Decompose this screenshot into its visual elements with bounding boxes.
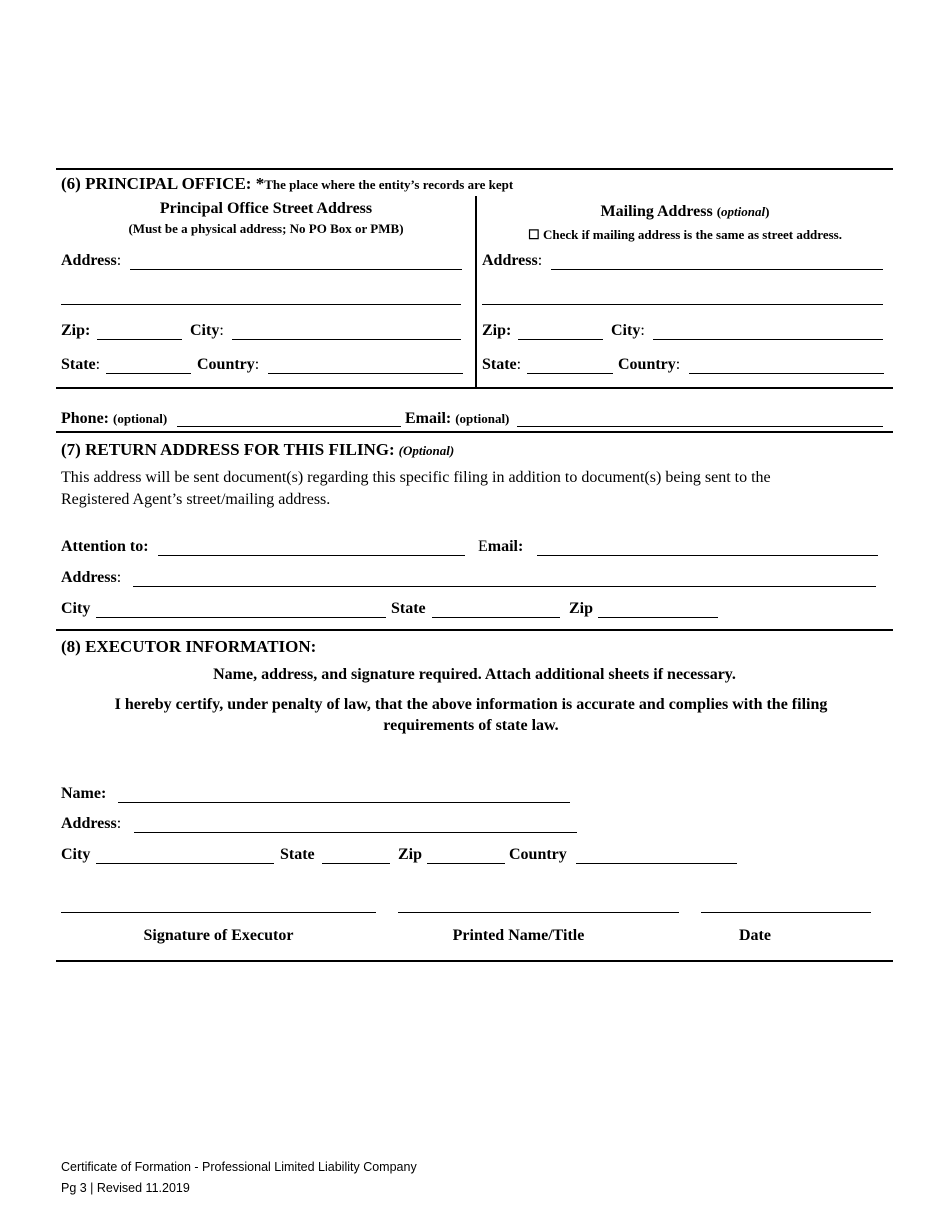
section7-zip-label: Zip xyxy=(569,600,594,617)
executor-name-label: Name: xyxy=(61,785,107,802)
right-country-line[interactable] xyxy=(689,373,884,374)
signature-line[interactable] xyxy=(61,912,376,913)
right-zip-label: Zip: xyxy=(482,322,512,339)
phone-email-bottom-rule xyxy=(56,431,893,433)
left-address-line-1[interactable] xyxy=(130,269,462,270)
right-state-line[interactable] xyxy=(527,373,613,374)
section7-email-label: Email: xyxy=(478,538,524,555)
executor-country-line[interactable] xyxy=(576,863,737,864)
same-address-checkbox[interactable]: ☐ xyxy=(528,227,540,242)
email-line[interactable] xyxy=(517,426,883,427)
section8-bottom-rule xyxy=(56,960,893,962)
executor-name-line[interactable] xyxy=(118,802,570,803)
attention-label: Attention to: xyxy=(61,538,149,555)
executor-state-line[interactable] xyxy=(322,863,390,864)
printed-name-label: Printed Name/Title xyxy=(452,927,585,944)
executor-city-label: City xyxy=(61,846,91,863)
section8-heading: (8) EXECUTOR INFORMATION: xyxy=(61,637,317,656)
right-city-label: City: xyxy=(611,322,645,339)
phone-line[interactable] xyxy=(177,426,401,427)
executor-zip-label: Zip xyxy=(398,846,423,863)
section7-state-label: State xyxy=(391,600,426,617)
right-address-label: Address: xyxy=(482,252,543,269)
same-address-checkbox-label: Check if mailing address is the same as street address. xyxy=(542,227,842,242)
left-address-label: Address: xyxy=(61,252,122,269)
email-label: Email: (optional) xyxy=(405,410,510,427)
executor-state-label: State xyxy=(280,846,315,863)
principal-office-subtitle: (Must be a physical address; No PO Box or PMB) xyxy=(128,221,404,236)
left-country-line[interactable] xyxy=(268,373,463,374)
right-country-label: Country: xyxy=(618,356,681,373)
right-zip-line[interactable] xyxy=(518,339,603,340)
section7-city-label: City xyxy=(61,600,91,617)
principal-office-title: Principal Office Street Address xyxy=(159,200,373,217)
left-city-line[interactable] xyxy=(232,339,461,340)
footer-doc-title: Certificate of Formation - Professional Limited Liability Company xyxy=(61,1160,417,1174)
left-state-label: State: xyxy=(61,356,101,373)
date-line[interactable] xyxy=(701,912,871,913)
section8-instruction: Name, address, and signature required. Attach additional sheets if necessary. xyxy=(213,666,736,683)
left-address-line-2[interactable] xyxy=(61,304,461,305)
section8-certify-1: I hereby certify, under penalty of law, that the above information is accurate and complies with the filing xyxy=(114,696,828,713)
left-zip-label: Zip: xyxy=(61,322,91,339)
section7-address-line[interactable] xyxy=(133,586,876,587)
executor-zip-line[interactable] xyxy=(427,863,505,864)
left-state-line[interactable] xyxy=(106,373,191,374)
section7-email-line[interactable] xyxy=(537,555,878,556)
right-city-line[interactable] xyxy=(653,339,883,340)
section8-certify-2: requirements of state law. xyxy=(383,717,559,734)
attention-line[interactable] xyxy=(158,555,465,556)
section6-bottom-rule xyxy=(56,387,893,389)
executor-address-label: Address: xyxy=(61,815,122,832)
date-label: Date xyxy=(739,927,771,944)
phone-label: Phone: (optional) xyxy=(61,410,168,427)
executor-city-line[interactable] xyxy=(96,863,274,864)
section6-heading: (6) PRINCIPAL OFFICE: *The place where the entity’s records are kept xyxy=(61,174,514,193)
section7-city-line[interactable] xyxy=(96,617,386,618)
right-state-label: State: xyxy=(482,356,522,373)
left-country-label: Country: xyxy=(197,356,260,373)
section7-description-1: This address will be sent document(s) regarding this specific filing in addition to document(s) being sent to the xyxy=(61,469,771,486)
section7-bottom-rule xyxy=(56,629,893,631)
right-address-line-2[interactable] xyxy=(482,304,883,305)
left-zip-line[interactable] xyxy=(97,339,182,340)
section7-heading: (7) RETURN ADDRESS FOR THIS FILING: (Optional) xyxy=(61,440,455,459)
section7-description-2: Registered Agent’s street/mailing address. xyxy=(61,491,331,508)
executor-country-label: Country xyxy=(509,846,567,863)
left-city-label: City: xyxy=(190,322,224,339)
mailing-address-title: Mailing Address (optional) xyxy=(600,203,770,220)
section7-state-line[interactable] xyxy=(432,617,560,618)
right-address-line-1[interactable] xyxy=(551,269,883,270)
signature-label: Signature of Executor xyxy=(143,927,294,944)
section7-address-label: Address: xyxy=(61,569,122,586)
printed-name-line[interactable] xyxy=(398,912,679,913)
same-address-checkbox-row[interactable] xyxy=(477,227,893,243)
footer-page-info: Pg 3 | Revised 11.2019 xyxy=(61,1181,190,1195)
top-rule xyxy=(56,168,893,170)
executor-address-line[interactable] xyxy=(134,832,577,833)
section7-zip-line[interactable] xyxy=(598,617,718,618)
